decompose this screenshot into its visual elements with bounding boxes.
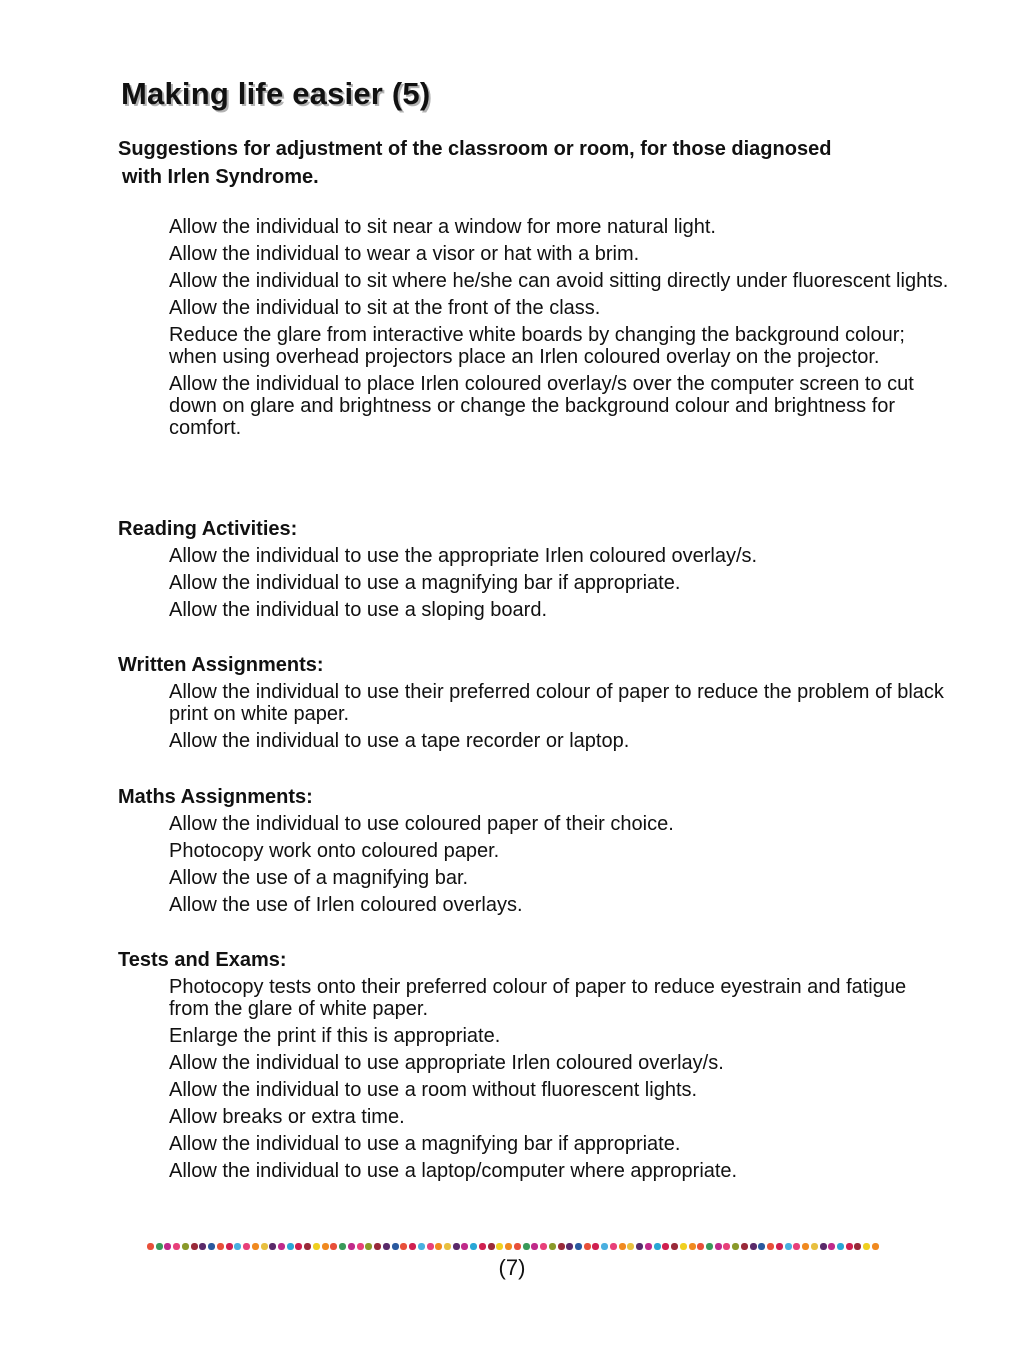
decorative-dot: [645, 1243, 652, 1250]
decorative-dot: [217, 1243, 224, 1250]
list-item: Allow the individual to use the appropriate Irlen coloured overlay/s.: [169, 545, 758, 567]
decorative-dot: [322, 1243, 329, 1250]
decorative-dot: [854, 1243, 861, 1250]
decorative-dot: [409, 1243, 416, 1250]
decorative-dot: [243, 1243, 250, 1250]
list-item: Allow the individual to use a sloping board.: [169, 599, 548, 621]
decorative-dot: [453, 1243, 460, 1250]
decorative-dot: [610, 1243, 617, 1250]
decorative-dot: [269, 1243, 276, 1250]
decorative-dot: [304, 1243, 311, 1250]
list-item: Allow the individual to sit near a window for more natural light.: [169, 216, 716, 238]
decorative-dot: [837, 1243, 844, 1250]
decorative-dot: [234, 1243, 241, 1250]
list-item: Allow the individual to use a room without fluorescent lights.: [169, 1079, 698, 1101]
list-item: Photocopy tests onto their preferred colour of paper to reduce eyestrain and fatigue from the glare of white paper.: [169, 976, 907, 1020]
list-item: Allow breaks or extra time.: [169, 1106, 405, 1128]
list-item: Allow the individual to use a magnifying bar if appropriate.: [169, 572, 681, 594]
decorative-dot: [820, 1243, 827, 1250]
intro-paragraph: [118, 135, 948, 191]
decorative-dot: [488, 1243, 495, 1250]
decorative-dot: [697, 1243, 704, 1250]
decorative-dot: [226, 1243, 233, 1250]
decorative-dot: [741, 1243, 748, 1250]
decorative-dot: [365, 1243, 372, 1250]
decorative-dot: [330, 1243, 337, 1250]
decorative-dot: [496, 1243, 503, 1250]
decorative-dot: [846, 1243, 853, 1250]
decorative-dot: [671, 1243, 678, 1250]
decorative-dot: [418, 1243, 425, 1250]
decorative-dot: [680, 1243, 687, 1250]
reading-activities-list: [169, 545, 949, 626]
section-heading: Tests and Exams:: [118, 949, 287, 971]
decorative-dot-border: [147, 1242, 880, 1250]
decorative-dot: [793, 1243, 800, 1250]
decorative-dot: [173, 1243, 180, 1250]
section-heading: Written Assignments:: [118, 654, 324, 676]
decorative-dot: [479, 1243, 486, 1250]
list-item: Photocopy work onto coloured paper.: [169, 840, 500, 862]
section-heading: Reading Activities:: [118, 518, 298, 540]
decorative-dot: [505, 1243, 512, 1250]
decorative-dot: [357, 1243, 364, 1250]
decorative-dot: [287, 1243, 294, 1250]
list-item: Allow the individual to use their preferred colour of paper to reduce the problem of black print on white paper.: [169, 681, 944, 725]
decorative-dot: [601, 1243, 608, 1250]
decorative-dot: [584, 1243, 591, 1250]
decorative-dot: [592, 1243, 599, 1250]
list-item: Allow the individual to use a tape recorder or laptop.: [169, 730, 630, 752]
decorative-dot: [199, 1243, 206, 1250]
list-item: Enlarge the print if this is appropriate.: [169, 1025, 501, 1047]
maths-assignments-list: [169, 813, 949, 921]
decorative-dot: [732, 1243, 739, 1250]
decorative-dot: [348, 1243, 355, 1250]
list-item: Allow the use of a magnifying bar.: [169, 867, 469, 889]
tests-and-exams-list: [169, 976, 949, 1187]
decorative-dot: [863, 1243, 870, 1250]
decorative-dot: [261, 1243, 268, 1250]
intro-line-1: Suggestions for adjustment of the classroom or room, for those diagnosed: [118, 138, 832, 160]
decorative-dot: [549, 1243, 556, 1250]
decorative-dot: [636, 1243, 643, 1250]
written-assignments-list: [169, 681, 949, 757]
decorative-dot: [470, 1243, 477, 1250]
decorative-dot: [758, 1243, 765, 1250]
decorative-dot: [208, 1243, 215, 1250]
decorative-dot: [164, 1243, 171, 1250]
decorative-dot: [785, 1243, 792, 1250]
decorative-dot: [435, 1243, 442, 1250]
decorative-dot: [540, 1243, 547, 1250]
decorative-dot: [750, 1243, 757, 1250]
page-number: (7): [498, 1255, 526, 1280]
decorative-dot: [872, 1243, 879, 1250]
decorative-dot: [182, 1243, 189, 1250]
decorative-dot: [295, 1243, 302, 1250]
intro-line-2: with Irlen Syndrome.: [122, 166, 319, 188]
decorative-dot: [627, 1243, 634, 1250]
decorative-dot: [191, 1243, 198, 1250]
decorative-dot: [689, 1243, 696, 1250]
list-item: Allow the individual to place Irlen coloured overlay/s over the computer screen to cut down on glare and brightness or change the background colour and brightness for comfort.: [169, 373, 914, 439]
decorative-dot: [313, 1243, 320, 1250]
page-title: Making life easier (5): [121, 76, 431, 111]
decorative-dot: [278, 1243, 285, 1250]
decorative-dot: [531, 1243, 538, 1250]
decorative-dot: [252, 1243, 259, 1250]
decorative-dot: [776, 1243, 783, 1250]
decorative-dot: [828, 1243, 835, 1250]
list-item: Reduce the glare from interactive white boards by changing the background colour; when using overhead projectors place an Irlen coloured overlay on the projector.: [169, 324, 905, 368]
decorative-dot: [706, 1243, 713, 1250]
decorative-dot: [654, 1243, 661, 1250]
section-heading: Maths Assignments:: [118, 786, 313, 808]
list-item: Allow the individual to sit at the front of the class.: [169, 297, 601, 319]
decorative-dot: [400, 1243, 407, 1250]
list-item: Allow the use of Irlen coloured overlays.: [169, 894, 523, 916]
decorative-dot: [811, 1243, 818, 1250]
decorative-dot: [802, 1243, 809, 1250]
list-item: Allow the individual to wear a visor or hat with a brim.: [169, 243, 640, 265]
decorative-dot: [558, 1243, 565, 1250]
list-item: Allow the individual to sit where he/she can avoid sitting directly under fluorescent lights.: [169, 270, 949, 292]
decorative-dot: [767, 1243, 774, 1250]
decorative-dot: [566, 1243, 573, 1250]
decorative-dot: [374, 1243, 381, 1250]
decorative-dot: [339, 1243, 346, 1250]
list-item: Allow the individual to use appropriate Irlen coloured overlay/s.: [169, 1052, 724, 1074]
classroom-list: [169, 216, 949, 444]
decorative-dot: [147, 1243, 154, 1250]
decorative-dot: [156, 1243, 163, 1250]
decorative-dot: [619, 1243, 626, 1250]
decorative-dot: [461, 1243, 468, 1250]
decorative-dot: [383, 1243, 390, 1250]
list-item: Allow the individual to use a laptop/computer where appropriate.: [169, 1160, 738, 1182]
decorative-dot: [427, 1243, 434, 1250]
decorative-dot: [723, 1243, 730, 1250]
decorative-dot: [662, 1243, 669, 1250]
decorative-dot: [514, 1243, 521, 1250]
list-item: Allow the individual to use a magnifying bar if appropriate.: [169, 1133, 681, 1155]
decorative-dot: [715, 1243, 722, 1250]
decorative-dot: [575, 1243, 582, 1250]
list-item: Allow the individual to use coloured paper of their choice.: [169, 813, 674, 835]
decorative-dot: [523, 1243, 530, 1250]
decorative-dot: [444, 1243, 451, 1250]
decorative-dot: [392, 1243, 399, 1250]
